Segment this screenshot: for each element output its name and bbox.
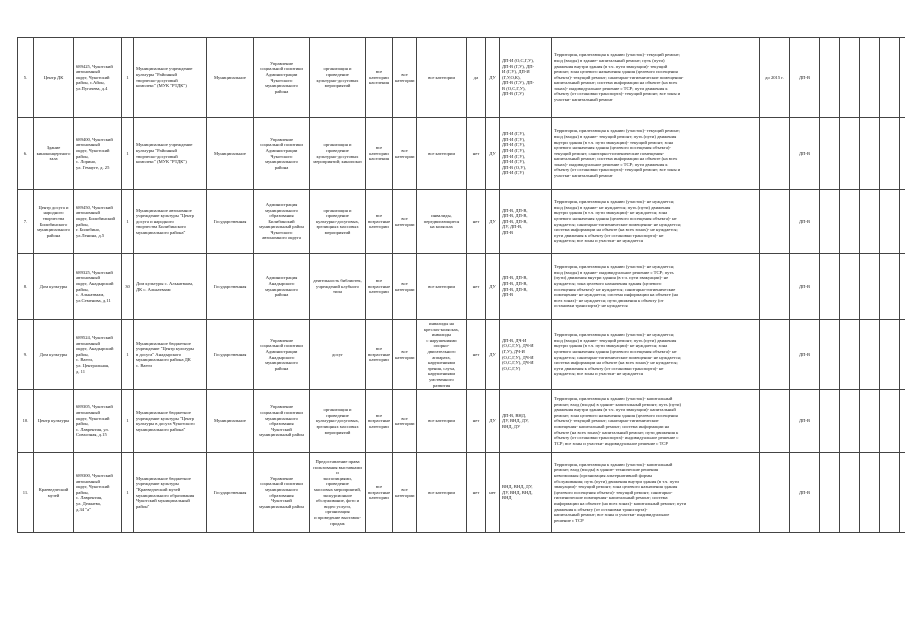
- empty-cell: [860, 190, 880, 254]
- cell-n: [18, 118, 34, 190]
- cell-text: 1: [126, 150, 129, 156]
- cell-desc: [552, 254, 760, 320]
- cell-grp: [393, 118, 417, 190]
- cell-own: [207, 118, 254, 190]
- cell-act: [310, 320, 366, 390]
- empty-cell: [900, 453, 905, 533]
- cell-res: [790, 190, 820, 254]
- cell-text: инвалиды на креслах-колясках, инвалиды с нарушениями опорно- двигательного аппарата, нарушениями зрения, слуха, нарушениями умственного развития: [423, 321, 460, 388]
- cell-text: деятельность библиотек, учреждений клубного типа: [313, 278, 362, 295]
- cell-text: Муниципальное: [214, 74, 246, 80]
- cell-text: Государственная: [213, 218, 247, 224]
- empty-cell: [900, 190, 905, 254]
- cell-own: [207, 38, 254, 118]
- cell-text: Управление социальной политики Администрации Чукотского муниципального района: [260, 60, 303, 94]
- table-row: [18, 390, 905, 453]
- cell-p1: [467, 320, 486, 390]
- cell-text: 11.: [22, 489, 29, 495]
- cell-text: Администрация муниципального образования Билибинский муниципальный район Чукотского автономного округа: [259, 201, 304, 241]
- cell-text: 689305, Чукотский автономный округ, Чукотский район, с. Лаврентия, ул. Совхозная, д.15: [76, 404, 113, 438]
- cell-desc: [552, 38, 760, 118]
- empty-cell: [860, 38, 880, 118]
- cell-i: [122, 118, 134, 190]
- cell-text: Дом культуры: [39, 351, 68, 357]
- cell-grp: [393, 38, 417, 118]
- cell-p2: [486, 390, 500, 453]
- cell-mgr: [254, 320, 310, 390]
- cell-name: [34, 254, 74, 320]
- cell-p2: [486, 38, 500, 118]
- cell-text: Территория, прилегающая к зданию (участок)- текущий ремонт; вход (входы) в здание- капитальный ремонт; путь (пути) движения внутри здания (в т.ч. пути эвакуации)- текущий ремонт; зона целевого назначения здания (целевого посещения объекта)- текущий ремонт; санитарно-гигиенические помещения- капитальный ремонт; система информации на объекте (на всех зонах)- индивидуальное решение с ТСР; пути движения к объекту (от остановки транспорта)- текущий ремонт; все зоны и участки- капитальный ремонт: [554, 52, 684, 103]
- cell-text: организация и проведение культурно-досуговых мероприятий; кинопоказ: [313, 142, 362, 165]
- cell-p1: [467, 118, 486, 190]
- cell-n: [18, 38, 34, 118]
- cell-p2: [486, 118, 500, 190]
- cell-text: Государственная: [213, 489, 247, 495]
- empty-cell: [860, 453, 880, 533]
- cell-text: ДП-В, ДП-В, ДП-В, ДП-В, ДП-В, ДП-В, ДУ, ДП-В, ДП-В: [502, 207, 528, 235]
- cell-term: [760, 320, 790, 390]
- cell-text: 689400, Чукотский автономный округ, Чукотский район, с. Лорино, ул. Гемауге, д. 25: [76, 136, 113, 170]
- cell-text: 1: [126, 489, 129, 495]
- cell-cat: [366, 453, 393, 533]
- cell-text: все возрастные категории: [368, 484, 391, 501]
- cell-term: [760, 38, 790, 118]
- cell-addr: [74, 190, 122, 254]
- table-row: [18, 38, 905, 118]
- cell-mgr: [254, 38, 310, 118]
- empty-cell: [880, 390, 900, 453]
- cell-text: все категории: [395, 487, 415, 498]
- cell-inv: [417, 453, 467, 533]
- empty-cell: [820, 190, 840, 254]
- cell-text: нет: [489, 489, 496, 495]
- empty-cell: [900, 390, 905, 453]
- cell-name: [34, 118, 74, 190]
- cell-text: все категории: [428, 283, 455, 289]
- cell-p1: [467, 38, 486, 118]
- cell-codes: [500, 254, 552, 320]
- cell-addr: [74, 118, 122, 190]
- cell-text: ВНД, ВНД, ДУ, ДУ, ВНД, ВНД, ВНД: [502, 484, 533, 501]
- cell-text: Муниципальное учреждение культуры "Районный творческо-досуговый комплекс" (МУК "РТДК"): [136, 142, 193, 165]
- table-row: [18, 453, 905, 533]
- cell-text: Дом культуры: [39, 283, 68, 289]
- cell-i: [122, 254, 134, 320]
- cell-text: 1: [126, 218, 129, 224]
- cell-text: Территория, прилегающая к зданию (участок)- капитальный ремонт; вход (входы) в здание- капитальный ремонт; путь (пути) движения внутри здания (в т.ч. пути эвакуации)- капитальный ремонт; зона целевого назначения здания (целевого посещения объекта)- текущий ремонт; санитарно-гигиенические помещения- капитальный ремонт; система информации на объекте (на всех зонах)- капитальный ремонт; пути движения к объекту (от остановки транспорта)- индивидуальное решение с ТСР; все зоны и участки- индивидуальное решение с ТСР: [554, 395, 681, 446]
- cell-text: ДП-В, ДЧ-И (О,С,Г,У), ДЧ-И (Г,У), ДЧ-И (О,С,Г,У), ДЧ-И (О,С,Г,У), ДЧ-И (О,С,Г,У): [502, 337, 534, 371]
- cell-p1: [467, 254, 486, 320]
- cell-p2: [486, 453, 500, 533]
- cell-org: [134, 453, 207, 533]
- cell-text: Муниципальное бюджетное учреждение культуры "Центр культуры в досуга Чукотского муниципального района": [136, 409, 195, 432]
- cell-p1: [467, 453, 486, 533]
- cell-text: ДП-И (Г,У), ДП-И (Г,У), ДП-И (Г,У), ДП-И (Г,У), ДП-И (Г,У), ДП-И (Г,У), ДП-В (О,У), ДП-И (Г,У): [502, 131, 527, 176]
- cell-text: ДП-В: [798, 351, 811, 357]
- cell-text: Муниципальное бюджетное учреждение "Центр культуры в досуга" Анадырского муниципального района ДК с. Ваеги: [136, 340, 194, 368]
- cell-org: [134, 38, 207, 118]
- empty-cell: [820, 453, 840, 533]
- cell-cat: [366, 118, 393, 190]
- cell-text: ДУ: [489, 351, 496, 357]
- cell-inv: [417, 38, 467, 118]
- cell-text: все категории: [395, 147, 415, 159]
- cell-i: [122, 190, 134, 254]
- cell-text: Территория, прилегающая к зданию (участок)- капитальный ремонт; вход (входы) в здание- технические решения невозможны (организация альтернативной формы обслуживания; путь (пути) движения внутри здания (в т.ч. пути эвакуации)- текущий ремонт; зона целевого назначения здания (целевого посещения объекта)- текущий ремонт; санитарно- гигиенические помещения- капитальный ремонт; система информации на объекте (на всех зонах)- капитальный ремонт; пути движения к объекту (от остановки транспорта)- капитальный ремонт; все зоны и участки- индивидуальное решение с ТСР: [554, 461, 687, 523]
- cell-text: все возрастные категории: [368, 412, 391, 429]
- cell-inv: [417, 118, 467, 190]
- cell-act: [310, 190, 366, 254]
- cell-text: ДП-В, ВНД, ДУ, ВНД, ДУ, ВНД, ДУ: [502, 412, 529, 429]
- cell-text: нет: [472, 351, 480, 357]
- cell-cat: [366, 320, 393, 390]
- cell-text: Территория, прилегающая к зданию (участок)- текущий ремонт; вход (входы) в здание- текущий ремонт; путь (пути) движения внутри здания (в т.ч. пути эвакуации)- текущий ремонт; зона целевого назначения здания (целевого посещения объекта)- текущий ремонт; санитарно-гигиенические помещения- капитальный ремонт; система информации на объекте (на всех зонах)- индивидуальное решение с ТСР; пути движения к объекту (от остановки транспорта)- текущий ремонт; все зоны и участки- капитальный ремонт: [554, 128, 681, 179]
- cell-res: [790, 453, 820, 533]
- cell-own: [207, 320, 254, 390]
- cell-grp: [393, 390, 417, 453]
- cell-text: 1: [126, 74, 129, 80]
- cell-res: [790, 320, 820, 390]
- cell-text: Муниципальное учреждение культуры "Районный творческо-досуговый комплекс" (МУК "РТДК"): [136, 66, 193, 89]
- empty-cell: [860, 320, 880, 390]
- cell-text: 9.: [23, 351, 28, 357]
- cell-res: [790, 390, 820, 453]
- cell-text: Центр досуга и народного творчества Билибинского муниципального района: [37, 204, 70, 238]
- empty-cell: [840, 453, 860, 533]
- accessibility-registry-table: [17, 37, 905, 533]
- cell-grp: [393, 190, 417, 254]
- cell-addr: [74, 254, 122, 320]
- cell-org: [134, 118, 207, 190]
- cell-text: все категории: [395, 215, 415, 227]
- cell-text: Администрация Анадырского муниципального района: [265, 275, 298, 298]
- cell-text: 6.: [23, 150, 28, 156]
- cell-text: все категории: [428, 418, 455, 424]
- empty-cell: [840, 320, 860, 390]
- empty-cell: [840, 390, 860, 453]
- cell-name: [34, 38, 74, 118]
- cell-text: нет: [472, 418, 480, 424]
- empty-cell: [900, 118, 905, 190]
- cell-res: [790, 254, 820, 320]
- cell-text: 30: [125, 283, 130, 289]
- cell-cat: [366, 254, 393, 320]
- cell-desc: [552, 453, 760, 533]
- cell-term: [760, 118, 790, 190]
- cell-text: Управление социальной политики Администрации Анадырского муниципального района: [260, 337, 303, 371]
- empty-cell: [900, 38, 905, 118]
- cell-p2: [486, 254, 500, 320]
- cell-text: Здание киноконцертного зала: [36, 145, 71, 162]
- cell-p1: [467, 190, 486, 254]
- cell-text: организация и проведение культурно-досуговых мероприятий: [316, 66, 359, 89]
- cell-act: [310, 38, 366, 118]
- cell-text: 7.: [23, 218, 28, 224]
- cell-name: [34, 320, 74, 390]
- cell-text: все категории: [395, 71, 415, 83]
- cell-res: [790, 118, 820, 190]
- cell-text: 5.: [23, 74, 28, 80]
- cell-i: [122, 453, 134, 533]
- cell-text: ДП-В: [798, 150, 811, 156]
- cell-n: [18, 190, 34, 254]
- cell-i: [122, 320, 134, 390]
- cell-text: все категории: [428, 150, 455, 156]
- cell-text: ДП-И (О,С,Г,У), ДП-В (Г,У), ДП- И (Г,У), ДП-И (Г,У,О,К), ДП-В (Г,У), ДП- В (О,С,Г,У), ДП-В (Г,У): [502, 57, 535, 97]
- cell-mgr: [254, 190, 310, 254]
- cell-cat: [366, 390, 393, 453]
- cell-text: все категории: [428, 489, 455, 495]
- table-row: [18, 254, 905, 320]
- cell-org: [134, 320, 207, 390]
- empty-cell: [820, 320, 840, 390]
- cell-name: [34, 390, 74, 453]
- cell-addr: [74, 320, 122, 390]
- cell-text: Управление социальной политики муниципального образования Чукотский муниципальный район: [259, 404, 304, 438]
- cell-org: [134, 390, 207, 453]
- empty-cell: [820, 118, 840, 190]
- cell-text: ДУ: [489, 74, 496, 80]
- cell-own: [207, 254, 254, 320]
- cell-mgr: [254, 254, 310, 320]
- cell-text: 10.: [22, 418, 29, 424]
- cell-text: 689325, Чукотский автономный округ, Анадырский район, с. Алькатваам, ул.Семенова, д.11: [76, 269, 114, 303]
- empty-cell: [820, 38, 840, 118]
- cell-text: Управление социальной политики Администрации Чукотского муниципального района: [260, 136, 303, 170]
- empty-cell: [880, 190, 900, 254]
- empty-cell: [840, 38, 860, 118]
- empty-cell: [880, 38, 900, 118]
- cell-text: Предоставление права пользования выставками и экспозициями, проведение массовых мероприятий, экскурсионное обслуживание, фото и видео услуги, организация и проведение выставок- продаж: [313, 459, 362, 526]
- cell-text: ДУ: [489, 218, 496, 224]
- cell-act: [310, 453, 366, 533]
- cell-own: [207, 190, 254, 254]
- cell-text: организация и проведение культурно-досуговых, зрелищных массовых мероприятий: [315, 407, 360, 435]
- cell-text: да: [473, 74, 479, 80]
- cell-cat: [366, 190, 393, 254]
- cell-text: 689450, Чукотский автономный округ, Билибинский район, г. Билибино, ул.Ленина, д.5: [76, 204, 116, 238]
- cell-n: [18, 320, 34, 390]
- cell-text: ДП-В: [798, 418, 811, 424]
- cell-n: [18, 390, 34, 453]
- cell-text: Муниципальное: [214, 150, 246, 156]
- cell-text: все возрастные категории: [368, 213, 391, 230]
- cell-grp: [393, 453, 417, 533]
- cell-text: 1: [126, 351, 129, 357]
- cell-addr: [74, 390, 122, 453]
- cell-own: [207, 453, 254, 533]
- empty-cell: [860, 118, 880, 190]
- cell-text: Муниципальное бюджетное учреждение культуры "Краеведческий музей муниципального образования Чукотский муниципальный район": [136, 475, 195, 509]
- cell-addr: [74, 38, 122, 118]
- cell-text: Центр культуры: [37, 418, 70, 424]
- cell-text: до 2015 г.: [765, 74, 784, 80]
- cell-text: нет: [472, 283, 480, 289]
- cell-text: ДУ: [489, 283, 496, 289]
- cell-codes: [500, 320, 552, 390]
- cell-org: [134, 190, 207, 254]
- cell-text: нет: [472, 150, 480, 156]
- cell-org: [134, 254, 207, 320]
- cell-addr: [74, 453, 122, 533]
- empty-cell: [900, 254, 905, 320]
- cell-text: Государственная: [213, 351, 247, 357]
- empty-cell: [840, 254, 860, 320]
- cell-text: ДП-В: [798, 74, 811, 80]
- cell-text: Муниципальное автономное учреждение культуры "Центр досуга и народного творчества Билибинского муниципального района": [136, 207, 194, 235]
- cell-text: Государственная: [213, 283, 247, 289]
- cell-term: [760, 254, 790, 320]
- cell-text: ДУ: [489, 418, 496, 424]
- cell-text: 1: [126, 418, 129, 424]
- cell-text: 689300, Чукотский автономный округ, Чукотский район, с. Лаврентия, ул. Дежнева, д.34 "а": [76, 473, 113, 512]
- cell-codes: [500, 38, 552, 118]
- table-row: [18, 190, 905, 254]
- cell-mgr: [254, 118, 310, 190]
- cell-act: [310, 390, 366, 453]
- cell-text: организация и проведение культурно-досуговых, зрелищных массовых мероприятий: [315, 207, 360, 235]
- cell-i: [122, 390, 134, 453]
- cell-inv: [417, 390, 467, 453]
- cell-inv: [417, 320, 467, 390]
- cell-text: ДП-В: [798, 218, 811, 224]
- cell-own: [207, 390, 254, 453]
- cell-text: все возрастные категории: [368, 278, 391, 295]
- cell-name: [34, 190, 74, 254]
- cell-cat: [366, 38, 393, 118]
- cell-text: все категории: [428, 74, 455, 80]
- cell-act: [310, 254, 366, 320]
- cell-codes: [500, 118, 552, 190]
- cell-n: [18, 453, 34, 533]
- cell-text: ДП-В: [798, 283, 811, 289]
- cell-text: Краеведческий музей: [38, 487, 69, 498]
- empty-cell: [820, 390, 840, 453]
- table-row: [18, 118, 905, 190]
- cell-text: все категории: [395, 348, 415, 360]
- empty-cell: [840, 190, 860, 254]
- empty-cell: [860, 254, 880, 320]
- empty-cell: [880, 118, 900, 190]
- cell-codes: [500, 190, 552, 254]
- cell-text: Территория, прилегающая к зданию (участок)- не нуждается; вход (входы) в здание- текущий ремонт; путь (пути) движения внутри здания (в т.ч. пути эвакуации)- не нуждается; зона целевого назначения здания (целевого посещения объекта)- не нуждается; санитарно-гигиенические помещения- не нуждается; система информации на объекте (на всех зонах)- не нуждается; пути движения к объекту (от остановки транспорта)- не нуждается; все зоны и участки- не нуждается: [554, 332, 681, 377]
- cell-text: 8.: [23, 283, 28, 289]
- cell-text: 689425, Чукотский автономный округ, Чукотский район, с.Айон, ул.Пугачева, д.4: [76, 63, 113, 91]
- cell-text: Дом культуры с. Алькатваам, ДК с. Алькатваам: [136, 280, 194, 292]
- cell-n: [18, 254, 34, 320]
- cell-text: инвалиды, передвигающиеся на колясках: [423, 213, 460, 230]
- empty-cell: [820, 254, 840, 320]
- table-row: [18, 320, 905, 390]
- cell-text: ДП-В, ДП-В, ДП-В, ДП-В, ДП-В, ДП-В, ДП-В: [502, 275, 528, 298]
- empty-cell: [880, 453, 900, 533]
- cell-term: [760, 190, 790, 254]
- cell-inv: [417, 190, 467, 254]
- empty-cell: [880, 320, 900, 390]
- cell-desc: [552, 320, 760, 390]
- cell-text: все категории населения: [369, 145, 389, 162]
- cell-text: нет: [472, 489, 480, 495]
- cell-mgr: [254, 453, 310, 533]
- cell-desc: [552, 118, 760, 190]
- cell-text: все категории населения: [369, 69, 389, 86]
- cell-mgr: [254, 390, 310, 453]
- cell-desc: [552, 190, 760, 254]
- cell-text: Муниципальное: [214, 418, 246, 424]
- cell-grp: [393, 320, 417, 390]
- cell-name: [34, 453, 74, 533]
- cell-res: [790, 38, 820, 118]
- empty-cell: [900, 320, 905, 390]
- cell-act: [310, 118, 366, 190]
- cell-grp: [393, 254, 417, 320]
- cell-codes: [500, 453, 552, 533]
- cell-text: ДП-В: [798, 489, 811, 495]
- cell-text: нет: [472, 218, 480, 224]
- cell-text: ДУ: [489, 150, 496, 156]
- empty-cell: [860, 390, 880, 453]
- cell-p2: [486, 190, 500, 254]
- cell-codes: [500, 390, 552, 453]
- cell-text: все возрастные категории: [368, 346, 391, 363]
- cell-desc: [552, 390, 760, 453]
- cell-inv: [417, 254, 467, 320]
- cell-term: [760, 390, 790, 453]
- cell-text: все категории: [395, 415, 415, 427]
- cell-p1: [467, 390, 486, 453]
- cell-text: досуг: [332, 351, 343, 357]
- cell-text: Центр ДК: [43, 74, 64, 80]
- cell-text: Управление социальной политики муниципального образования Чукотский муниципальный район: [259, 475, 304, 509]
- empty-cell: [880, 254, 900, 320]
- cell-text: все категории: [395, 280, 415, 292]
- cell-p2: [486, 320, 500, 390]
- cell-text: Территория, прилегающая к зданию (участок)- не нуждается; вход (входы) в здание- не нуждается; путь (пути) движения внутри здания (в т.ч. пути эвакуации)- не нуждается; зона целевого назначения здания (целевого посещения объекта)- не нуждается; санитарно-гигиенические помещения- не нуждается; система информации на объекте (на всех зонах)- не нуждается; пути движения к объекту (от остановки транспорта)- не нуждается; все зоны и участки- не нуждается: [554, 199, 681, 244]
- cell-term: [760, 453, 790, 533]
- cell-i: [122, 38, 134, 118]
- empty-cell: [840, 118, 860, 190]
- cell-text: 689524, Чукотский автономный округ, Анадырский район, с. Ваеги, ул. Центральная, д. 11: [76, 334, 114, 374]
- cell-text: Территория, прилегающая к зданию (участок)- не нуждается; вход (входы) в здание- индивидуальное решение с ТСР; путь (пути) движения внутри здания (в т.ч. пути эвакуации)- не нуждается; зона целевого назначения здания (целевого посещения объекта)- не нуждается; санитарно-гигиенические помещения- не нуждается; система информации на объекте (на всех зонах)- не нуждается; пути движения к объекту (от остановки транспорта)- не нуждается: [554, 264, 678, 309]
